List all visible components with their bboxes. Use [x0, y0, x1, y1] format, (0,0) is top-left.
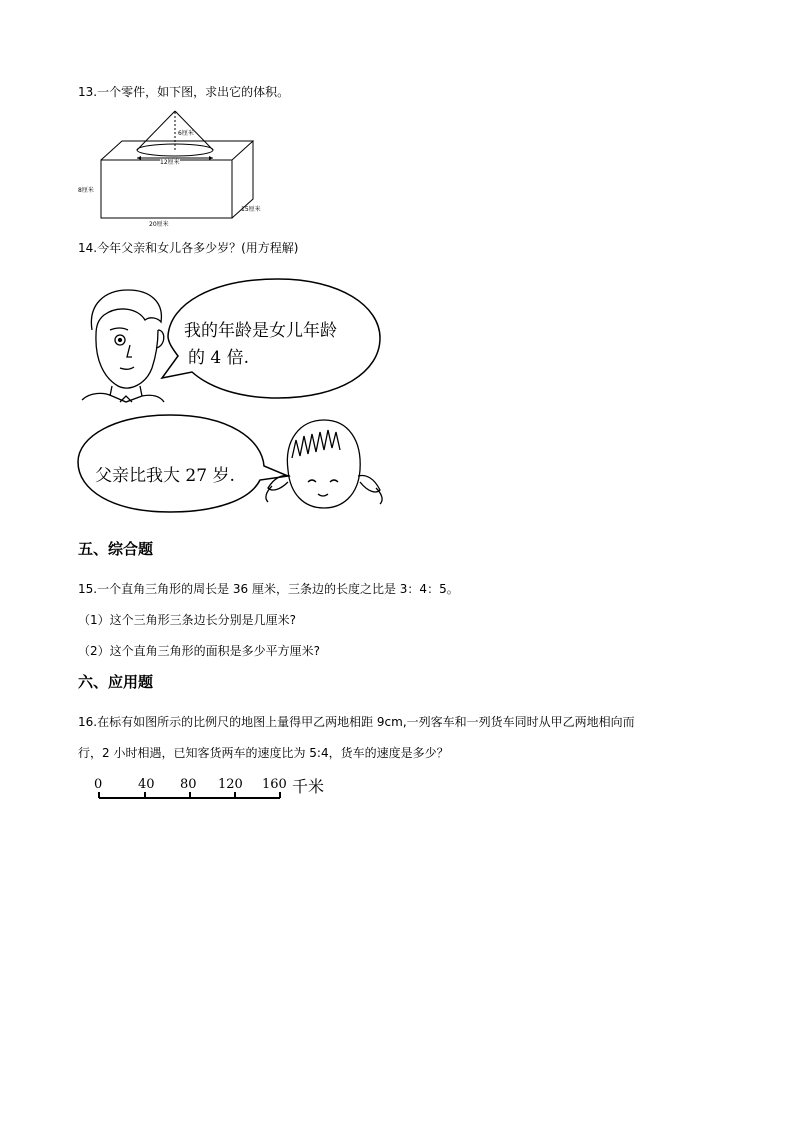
section6-title: 六、应用题	[78, 673, 154, 691]
scale-tick-160: 160	[262, 777, 287, 792]
q13-text: 13.一个零件，如下图，求出它的体积。	[78, 85, 290, 99]
scale-tick-0: 0	[94, 777, 103, 792]
cone-height-label: 6厘米	[178, 130, 194, 137]
q14-text: 14.今年父亲和女儿各多少岁？(用方程解)	[78, 241, 299, 255]
q15-text: 15.一个直角三角形的周长是 36 厘米，三条边的长度之比是 3：4：5。	[78, 582, 459, 596]
father-speech-line1: 我的年龄是女儿年龄	[184, 321, 337, 341]
box-height-label: 8厘米	[78, 187, 94, 194]
scale-tick-40: 40	[138, 777, 155, 792]
q15-sub2: （2）这个直角三角形的面积是多少平方厘米?	[78, 644, 321, 658]
q16-line1: 16.在标有如图所示的比例尺的地图上量得甲乙两地相距 9cm,一列客车和一列货车同时从甲乙两地相向而	[78, 715, 635, 729]
scale-tick-80: 80	[180, 777, 197, 792]
box-width-label: 15厘米	[241, 206, 261, 213]
section5-title: 五、综合题	[78, 540, 154, 558]
scale-tick-120: 120	[218, 777, 243, 792]
q16-line2: 行，2 小时相遇，已知客货两车的速度比为 5:4，货车的速度是多少？	[78, 746, 449, 760]
father-speech-line2: 的 4 倍.	[188, 348, 250, 368]
cone-diameter-label: 12厘米	[160, 159, 180, 166]
q15-sub1: （1）这个三角形三条边长分别是几厘米?	[78, 613, 297, 627]
scale-unit: 千米	[292, 777, 325, 796]
daughter-speech-text: 父亲比我大 27 岁.	[95, 466, 235, 486]
box-length-label: 20厘米	[149, 221, 169, 228]
